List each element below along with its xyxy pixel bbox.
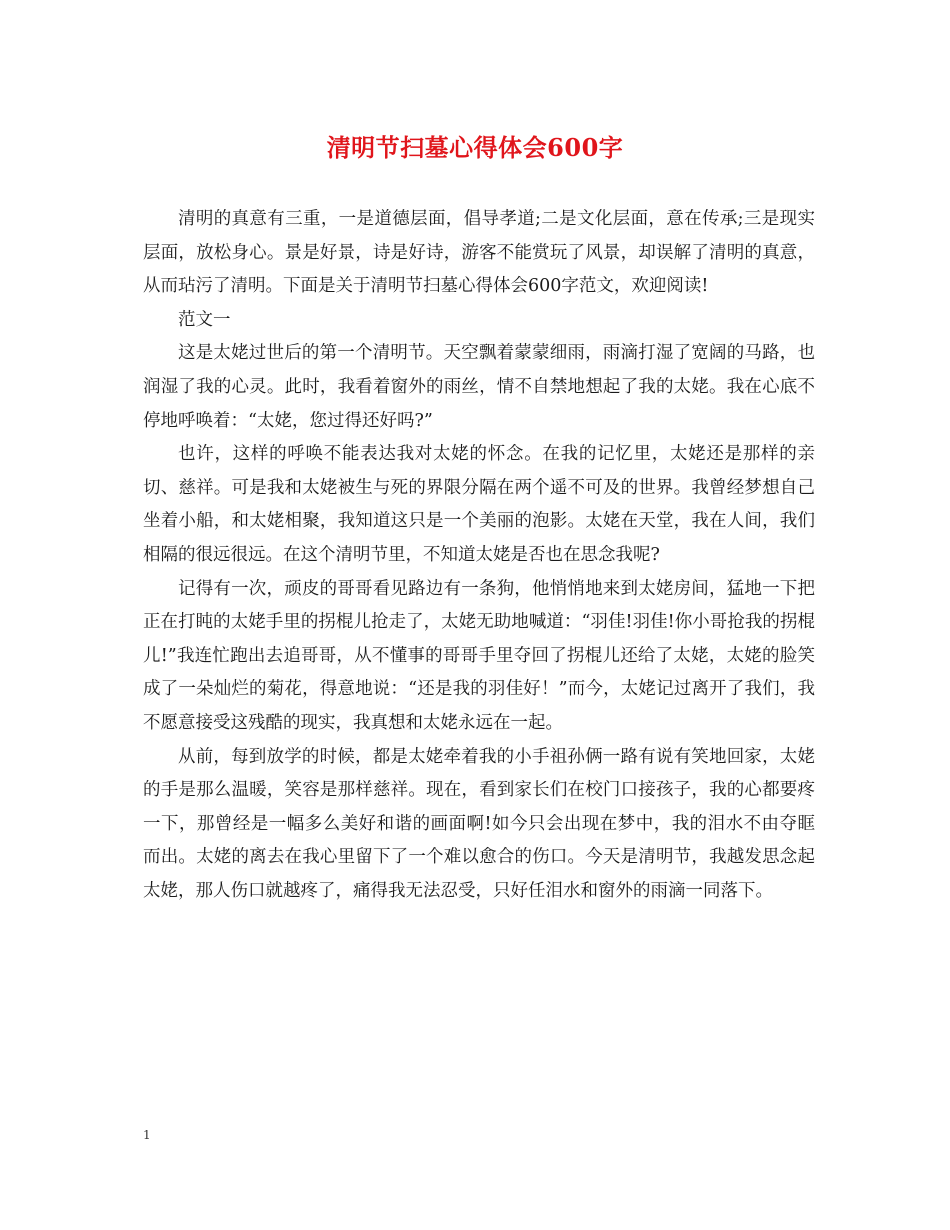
page-number: 1 [143, 1128, 151, 1142]
document-body [143, 203, 815, 908]
paragraph-section-heading: 范文一 [178, 309, 231, 330]
paragraph-2: 也许，这样的呼唤不能表达我对太姥的怀念。在我的记忆里，太姥还是那样的亲切、慈祥。可是我和太姥被生与死的界限分隔在两个遥不可及的世界。我曾经梦想自己坐着小船，和太姥相聚，我知道这只是一个美丽的泡影。太姥在天堂，我在人间，我们相隔的很远很远。在这个清明节里，不知道太姥是否也在思念我呢? [143, 444, 815, 565]
paragraph-1: 这是太姥过世后的第一个清明节。天空飘着蒙蒙细雨，雨滴打湿了宽阔的马路，也润湿了我的心灵。此时，我看着窗外的雨丝，情不自禁地想起了我的太姥。我在心底不停地呼唤着：“太姥，您过得还好吗?” [143, 343, 815, 431]
paragraph-3: 记得有一次，顽皮的哥哥看见路边有一条狗，他悄悄地来到太姥房间，猛地一下把正在打盹的太姥手里的拐棍儿抢走了，太姥无助地喊道：“羽佳!羽佳!你小哥抢我的拐棍儿!”我连忙跑出去追哥哥，从不懂事的哥哥手里夺回了拐棍儿还给了太姥，太姥的脸笑成了一朵灿烂的菊花，得意地说：“还是我的羽佳好！”而今，太姥记过离开了我们，我不愿意接受这残酷的现实，我真想和太姥永远在一起。 [143, 578, 815, 733]
paragraph-intro: 清明的真意有三重，一是道德层面，倡导孝道;二是文化层面，意在传承;三是现实层面，放松身心。景是好景，诗是好诗，游客不能赏玩了风景，却误解了清明的真意，从而玷污了清明。下面是关于清明节扫墓心得体会600字范文，欢迎阅读! [143, 209, 815, 297]
document-title: 清明节扫墓心得体会600字 [326, 133, 624, 162]
paragraph-4: 从前，每到放学的时候，都是太姥牵着我的小手祖孙俩一路有说有笑地回家，太姥的手是那么温暖，笑容是那样慈祥。现在，看到家长们在校门口接孩子，我的心都要疼一下，那曾经是一幅多么美好和谐的画面啊!如今只会出现在梦中，我的泪水不由夺眶而出。太姥的离去在我心里留下了一个难以愈合的伤口。今天是清明节，我越发思念起太姥，那人伤口就越疼了，痛得我无法忍受，只好任泪水和窗外的雨滴一同落下。 [143, 746, 815, 901]
